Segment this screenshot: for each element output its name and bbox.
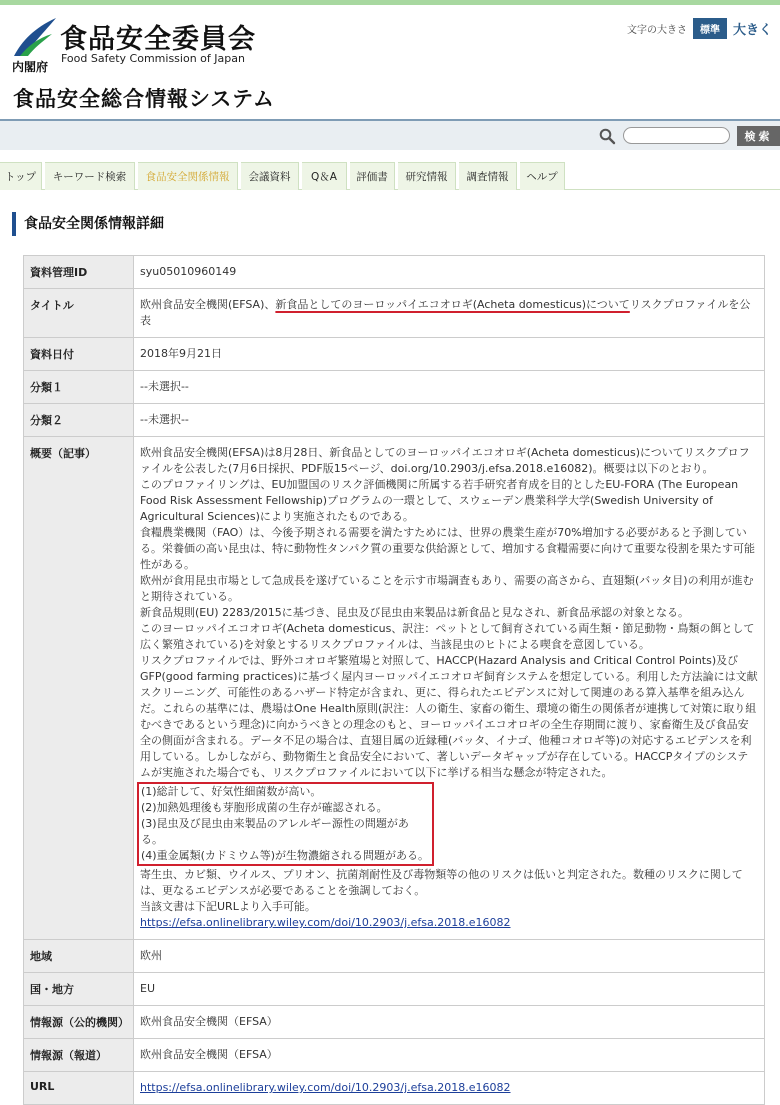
- concern-item: (4)重金属類(カドミウム等)が生物濃縮される問題がある。: [141, 849, 430, 862]
- summary-body: [134, 437, 765, 940]
- section-title: 食品安全関係情報詳細: [12, 212, 164, 236]
- country-value: EU: [134, 973, 765, 1006]
- detail-table: [23, 255, 765, 1105]
- class2-label: 分類２: [24, 404, 134, 437]
- summary-label: 概要（記事）: [24, 437, 134, 940]
- summary-paragraph: 当該文書は下記URLより入手可能。: [140, 900, 316, 913]
- tab-qa[interactable]: Q＆A: [302, 162, 347, 190]
- search-button[interactable]: 検索: [737, 126, 780, 146]
- region-label: 地域: [24, 940, 134, 973]
- font-size-large-button[interactable]: 大きく: [732, 23, 772, 38]
- summary-paragraph: 欧州食品安全機関(EFSA)は8月28日、新食品としてのヨーロッパイエコオロギ(Acheta domesticus)についてリスクプロファイルを公表した(7月6日採択、PDF版15ページ、doi.org/10.2903/j.efsa.2018.e16082)。概要は以下のとおり。: [140, 446, 750, 475]
- tab-top[interactable]: トップ: [0, 162, 42, 190]
- summary-link[interactable]: https://efsa.onlinelibrary.wiley.com/doi/10.2903/j.efsa.2018.e16082: [140, 916, 511, 929]
- logo-subtitle: Food Safety Commission of Japan: [61, 52, 245, 65]
- search-icon: [599, 128, 615, 144]
- row-class1: [24, 371, 765, 404]
- date-value: 2018年9月21日: [134, 338, 765, 371]
- summary-paragraph: リスクプロファイルでは、野外コオロギ繁殖場と対照して、HACCP(Hazard Analysis and Critical Control Points)及びGFP(good farming practices)に基づく屋内ヨーロッパイエコオロギ飼育システムを想定している。利用した方法論には文献スクリーニング、可能性のあるハザード特定が含まれ、更に、得られたエビデンスに対して関連のある算入基準を組み込んだ。これらの基準には、農場はOne Health原則(訳注：人の衛生、家畜の衛生、環境の衛生の関係者が連携して対策に取り組むべきであるという理念)に向かうべきとの理念のもと、ヨーロッパイエコオロギの全生存期間に渡り、家畜衛生及び食品安全の側面が含まれる。データ不足の場合は、直翅目属の近縁種(バッタ、イナゴ、他種コオロギ等)の対応するエビデンスを利用している。しかしながら、動物衛生と食品安全において、著しいデータギャップが存在している。HACCPタイプのシステムが実施された場合でも、リスクプロファイルにおいて以下に挙げる相当な懸念が特定された。: [140, 654, 758, 779]
- tab-research-info[interactable]: 研究情報: [398, 162, 456, 190]
- concern-item: (1)総計して、好気性細菌数が高い。: [141, 785, 322, 798]
- search-input[interactable]: [623, 127, 730, 144]
- url-value: [134, 1072, 765, 1105]
- main-nav: [0, 150, 780, 190]
- row-source-official: [24, 1006, 765, 1039]
- row-title: [24, 289, 765, 338]
- row-class2: [24, 404, 765, 437]
- summary-paragraph: 食糧農業機関（FAO）は、今後予期される需要を満たすためには、世界の農業生産が70%増加する必要があると予測している。栄養価の高い昆虫は、特に動物性タンパク質の重要な供給源として、増加する食糧需要に向けて重要な役割を果たす可能性がある。: [140, 526, 756, 571]
- row-id: [24, 256, 765, 289]
- source-news-label: 情報源（報道）: [24, 1039, 134, 1072]
- concern-item: (3)昆虫及び昆虫由来製品のアレルギー源性の問題がある。: [141, 817, 409, 846]
- tab-survey-info[interactable]: 調査情報: [459, 162, 517, 190]
- row-url: [24, 1072, 765, 1105]
- url-link[interactable]: https://efsa.onlinelibrary.wiley.com/doi/10.2903/j.efsa.2018.e16082: [140, 1081, 511, 1094]
- concerns-highlight-box: [137, 782, 434, 866]
- row-summary: [24, 437, 765, 940]
- class1-value: --未選択--: [134, 371, 765, 404]
- class2-value: --未選択--: [134, 404, 765, 437]
- row-country: [24, 973, 765, 1006]
- search-bar: [0, 119, 780, 150]
- logo-title[interactable]: 食品安全委員会: [60, 24, 256, 55]
- system-title[interactable]: 食品安全総合情報システム: [13, 87, 275, 111]
- source-official-label: 情報源（公的機関）: [24, 1006, 134, 1039]
- summary-paragraph: 新食品規則(EU) 2283/2015に基づき、昆虫及び昆虫由来製品は新食品と見なされ、新食品承認の対象となる。: [140, 606, 689, 619]
- fsc-logo-icon: [12, 16, 58, 58]
- date-label: 資料日付: [24, 338, 134, 371]
- region-value: 欧州: [134, 940, 765, 973]
- summary-paragraph: 寄生虫、カビ類、ウイルス、プリオン、抗菌剤耐性及び毒物類等の他のリスクは低いと判定された。数種のリスクに関しては、更なるエビデンスが必要であることを強調しておく。: [140, 868, 743, 897]
- country-label: 国・地方: [24, 973, 134, 1006]
- tab-help[interactable]: ヘルプ: [520, 162, 565, 190]
- font-size-standard-button[interactable]: 標準: [693, 18, 727, 39]
- tab-meeting-materials[interactable]: 会議資料: [241, 162, 299, 190]
- url-label: URL: [24, 1072, 134, 1105]
- source-official-value: 欧州食品安全機関（EFSA）: [134, 1006, 765, 1039]
- tab-evaluation[interactable]: 評価書: [350, 162, 395, 190]
- tab-food-safety-info[interactable]: 食品安全関係情報: [138, 162, 238, 190]
- font-size-label: 文字の大きさ: [626, 25, 687, 36]
- title-label: タイトル: [24, 289, 134, 338]
- title-highlight: 新食品としてのヨーロッパイエコオロギ(Acheta domesticus)について: [275, 298, 630, 311]
- summary-paragraph: このヨーロッパイエコオロギ(Acheta domesticus、訳注：ペットとして飼育されている両生類・節足動物・鳥類の餌として広く繁殖されている)を対象とするリスクプロファイルは、当該昆虫のヒトによる喫食を意図している。: [140, 622, 755, 651]
- top-accent-line: [0, 0, 780, 5]
- id-value: syu05010960149: [134, 256, 765, 289]
- concern-item: (2)加熱処理後も芽胞形成菌の生存が確認される。: [141, 801, 388, 814]
- summary-paragraph: このプロファイリングは、EU加盟国のリスク評価機関に所属する若手研究者育成を目的としたEU-FORA (The European Food Risk Assessment Fellowship)プログラムの一環として、スウェーデン農業科学大学(Swedish University of Agricultural Sciences)により実施されたものである。: [140, 478, 739, 523]
- title-prefix: 欧州食品安全機関(EFSA)、: [140, 298, 276, 311]
- row-date: [24, 338, 765, 371]
- summary-paragraph: 欧州が食用昆虫市場として急成長を遂げていることを示す市場調査もあり、需要の高さから、直翅類(バッタ目)の利用が進むと期待されている。: [140, 574, 754, 603]
- agency-name: 内閣府: [12, 60, 49, 74]
- tab-keyword-search[interactable]: キーワード検索: [45, 162, 135, 190]
- class1-label: 分類１: [24, 371, 134, 404]
- id-label: 資料管理ID: [24, 256, 134, 289]
- source-news-value: 欧州食品安全機関（EFSA）: [134, 1039, 765, 1072]
- title-suffix: リスクプロファイルを公表: [140, 298, 751, 327]
- font-size-switcher: [627, 18, 772, 39]
- row-source-news: [24, 1039, 765, 1072]
- title-value: [134, 289, 765, 338]
- row-region: [24, 940, 765, 973]
